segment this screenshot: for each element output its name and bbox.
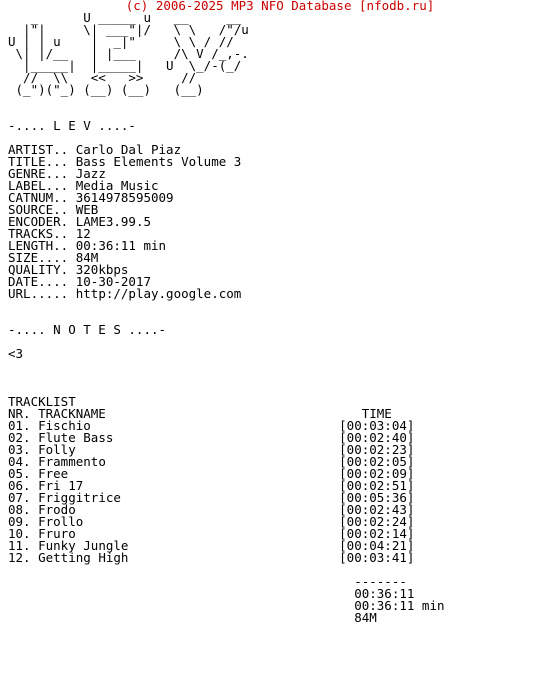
track-time: [00:02:09] — [339, 466, 415, 481]
info-key: ENCODER. — [8, 214, 69, 229]
track-name: Friggitrice — [38, 490, 121, 505]
track-number: 11. — [8, 538, 31, 553]
notes-text: <3 — [8, 346, 24, 361]
track-name: Flute Bass — [38, 430, 114, 445]
info-value: WEB — [75, 202, 99, 217]
section-notes-title: -.... N O T E S ....- — [8, 322, 167, 337]
nfo-text-body — [8, 0, 445, 624]
info-key: GENRE... — [8, 166, 69, 181]
info-key: DATE.... — [8, 274, 69, 289]
track-number: 07. — [8, 490, 31, 505]
info-key: TITLE... — [8, 154, 69, 169]
track-number: 04. — [8, 454, 31, 469]
info-key: QUALITY. — [8, 262, 69, 277]
info-key: LABEL... — [8, 178, 69, 193]
ascii-art-logo: _ U _____ u __ __ |"| \| ___"|/ \ \ /"/u U | | u | _|" \ \ / // \| |/__ | |___ /\ V /_,-. |_____| |_____| U \_/-(_/ // \\ << >> // (_")("_) (__) (__) (__) — [8, 10, 249, 97]
track-number: 01. — [8, 418, 31, 433]
track-name: Frodo — [38, 502, 76, 517]
track-name: Folly — [38, 442, 76, 457]
nfo-database-header: (c) 2006-2025 MP3 NFO Database [nfodb.ru] — [125, 0, 435, 13]
info-value: 3614978595009 — [75, 190, 174, 205]
track-time: [00:02:14] — [339, 526, 415, 541]
track-name: Funky Jungle — [38, 538, 129, 553]
track-number: 03. — [8, 442, 31, 457]
total-time: 00:36:11 — [354, 586, 415, 601]
info-key: URL..... — [8, 286, 69, 301]
section-lev-title: -.... L E V ....- — [8, 118, 136, 133]
info-key: LENGTH.. — [8, 238, 69, 253]
info-key: TRACKS.. — [8, 226, 69, 241]
tracklist-header-time: TIME — [361, 406, 392, 421]
track-number: 06. — [8, 478, 31, 493]
track-time: [00:03:04] — [339, 418, 415, 433]
total-size: 84M — [354, 610, 377, 625]
info-value: http://play.google.com — [75, 286, 242, 301]
track-number: 08. — [8, 502, 31, 517]
tracklist-title: TRACKLIST — [8, 394, 76, 409]
track-time: [00:02:51] — [339, 478, 415, 493]
track-name: Frammento — [38, 454, 106, 469]
total-separator: ------- — [354, 574, 407, 589]
track-time: [00:02:23] — [339, 442, 415, 457]
info-value: 10-30-2017 — [75, 274, 152, 289]
info-value: 00:36:11 min — [75, 238, 167, 253]
track-time: [00:04:21] — [339, 538, 415, 553]
info-key: ARTIST.. — [8, 142, 69, 157]
info-value: Bass Elements Volume 3 — [75, 154, 242, 169]
info-key: CATNUM.. — [8, 190, 69, 205]
info-value: 84M — [75, 250, 99, 265]
info-value: Jazz — [75, 166, 106, 181]
track-number: 09. — [8, 514, 31, 529]
track-time: [00:02:43] — [339, 502, 415, 517]
track-number: 10. — [8, 526, 31, 541]
track-number: 12. — [8, 550, 31, 565]
info-value: Carlo Dal Piaz — [75, 142, 182, 157]
track-time: [00:03:41] — [339, 550, 415, 565]
track-time: [00:05:36] — [339, 490, 415, 505]
track-time: [00:02:40] — [339, 430, 415, 445]
track-number: 02. — [8, 430, 31, 445]
track-name: Free — [38, 466, 69, 481]
info-key: SIZE.... — [8, 250, 69, 265]
total-length: 00:36:11 min — [354, 598, 445, 613]
track-time: [00:02:05] — [339, 454, 415, 469]
track-number: 05. — [8, 466, 31, 481]
info-value: LAME3.99.5 — [75, 214, 152, 229]
info-value: 12 — [75, 226, 91, 241]
info-value: Media Music — [75, 178, 159, 193]
tracklist-header-nr: NR. TRACKNAME — [8, 406, 106, 421]
track-time: [00:02:24] — [339, 514, 415, 529]
track-name: Fischio — [38, 418, 91, 433]
info-value: 320kbps — [75, 262, 129, 277]
track-name: Fri 17 — [38, 478, 84, 493]
info-key: SOURCE.. — [8, 202, 69, 217]
track-name: Frollo — [38, 514, 84, 529]
track-name: Fruro — [38, 526, 76, 541]
track-name: Getting High — [38, 550, 129, 565]
